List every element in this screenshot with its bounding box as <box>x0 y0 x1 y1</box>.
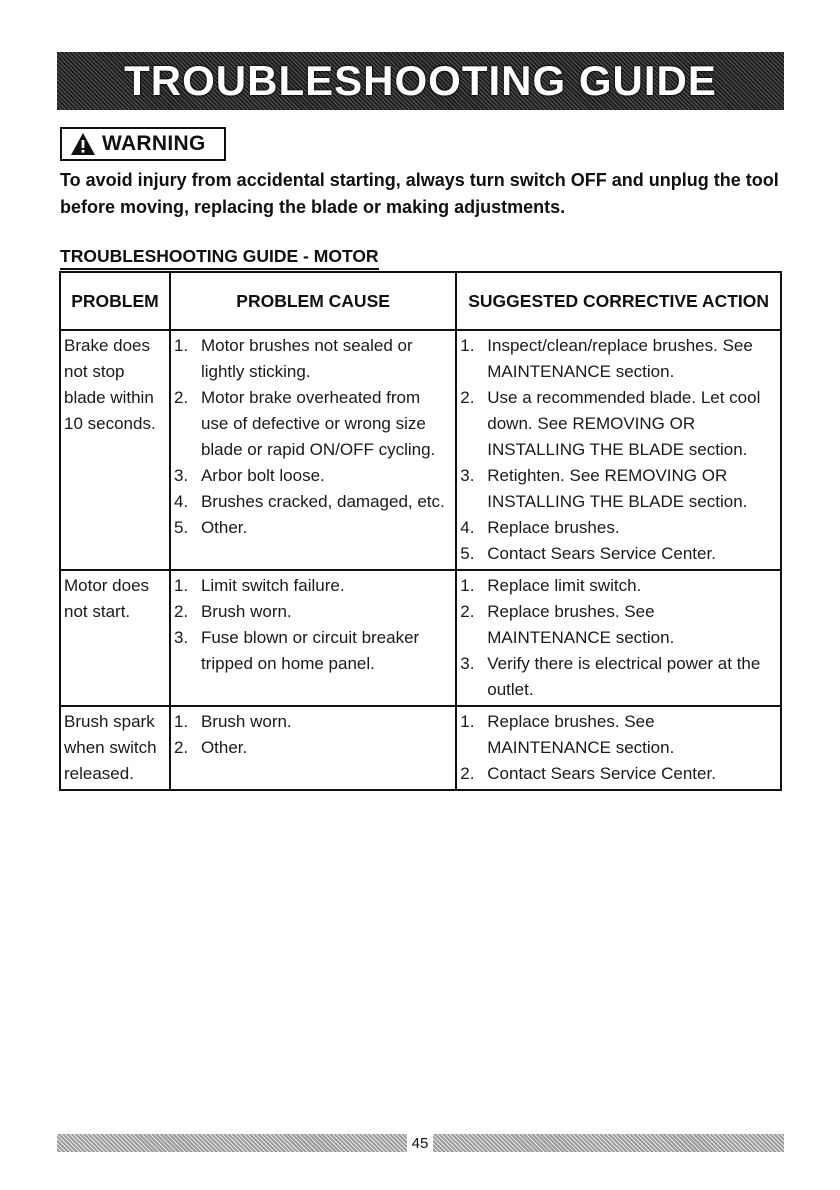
cause-item-text: Brush worn. <box>200 712 292 731</box>
problem-cell <box>60 330 170 570</box>
cause-item-number: 1. <box>173 336 189 355</box>
cause-list-item <box>174 625 451 677</box>
action-list-item <box>460 463 776 515</box>
table-row <box>60 570 781 706</box>
cause-item-text: Other. <box>200 518 248 537</box>
action-item-number: 3. <box>460 466 475 485</box>
cause-list-item <box>174 709 451 735</box>
cause-item-text: Brushes cracked, damaged, etc. <box>200 492 445 511</box>
cause-item-number: 4. <box>173 492 189 511</box>
problem-text: Brush spark when switch released. <box>64 712 157 783</box>
cause-item-text: Motor brushes not sealed or lightly sticking. <box>200 336 413 381</box>
action-item-text: Use a recommended blade. Let cool down. See REMOVING OR INSTALLING THE BLADE section. <box>487 388 761 459</box>
warning-label-box <box>60 127 226 161</box>
action-list-item <box>460 761 776 787</box>
cause-list <box>174 333 451 541</box>
cause-item-number: 1. <box>173 576 189 595</box>
warning-text: To avoid injury from accidental starting, always turn switch OFF and unplug the tool before moving, replacing the blade or making adjustments. <box>60 170 779 217</box>
cause-item-text: Brush worn. <box>200 602 292 621</box>
footer-bar-right <box>433 1134 784 1152</box>
action-list <box>460 573 776 703</box>
cause-cell <box>170 570 456 706</box>
cause-item-number: 1. <box>173 712 189 731</box>
action-item-number: 1. <box>460 336 475 355</box>
cause-list <box>174 573 451 677</box>
page-title: TROUBLESHOOTING GUIDE <box>124 57 717 104</box>
action-item-number: 2. <box>460 602 475 621</box>
troubleshooting-table <box>59 271 782 791</box>
action-item-text: Verify there is electrical power at the outlet. <box>487 654 761 699</box>
table-row <box>60 706 781 790</box>
action-list-item <box>460 573 776 599</box>
page-number: 45 <box>411 1135 429 1152</box>
cause-list-item <box>174 463 451 489</box>
cause-cell <box>170 706 456 790</box>
action-item-text: Replace brushes. See MAINTENANCE section. <box>487 602 675 647</box>
action-list <box>460 709 776 787</box>
table-header-row <box>60 272 781 330</box>
action-item-text: Replace brushes. See MAINTENANCE section. <box>487 712 675 757</box>
action-list-item <box>460 541 776 567</box>
cause-list-item <box>174 489 451 515</box>
action-item-text: Replace limit switch. <box>487 576 642 595</box>
action-item-number: 1. <box>460 712 475 731</box>
column-header-problem: PROBLEM <box>60 272 170 330</box>
table-row <box>60 330 781 570</box>
cause-list-item <box>174 515 451 541</box>
cause-list-item <box>174 333 451 385</box>
action-list-item <box>460 385 776 463</box>
section-title: TROUBLESHOOTING GUIDE - MOTOR <box>60 246 379 270</box>
warning-label: WARNING <box>102 132 206 155</box>
cause-list-item <box>174 735 451 761</box>
action-list-item <box>460 333 776 385</box>
problem-cell <box>60 570 170 706</box>
action-item-number: 4. <box>460 518 475 537</box>
warning-triangle-icon <box>70 132 96 156</box>
action-cell <box>456 706 781 790</box>
title-banner <box>57 52 784 110</box>
cause-item-number: 3. <box>173 628 189 647</box>
action-item-number: 3. <box>460 654 475 673</box>
cause-list-item <box>174 385 451 463</box>
cause-list-item <box>174 573 451 599</box>
action-list-item <box>460 599 776 651</box>
cause-item-number: 5. <box>173 518 189 537</box>
action-item-text: Contact Sears Service Center. <box>487 544 716 563</box>
cause-item-text: Fuse blown or circuit breaker tripped on home panel. <box>200 628 420 673</box>
action-item-text: Contact Sears Service Center. <box>487 764 716 783</box>
action-list-item <box>460 709 776 761</box>
cause-item-number: 2. <box>173 738 189 757</box>
cause-item-text: Other. <box>200 738 248 757</box>
action-cell <box>456 330 781 570</box>
cause-item-text: Limit switch failure. <box>200 576 345 595</box>
action-item-number: 2. <box>460 764 475 783</box>
problem-text: Brake does not stop blade within 10 seconds. <box>64 336 156 433</box>
action-item-number: 1. <box>460 576 475 595</box>
cause-item-number: 3. <box>173 466 189 485</box>
column-header-problem-cause: PROBLEM CAUSE <box>170 272 456 330</box>
problem-text: Motor does not start. <box>64 576 150 621</box>
action-item-text: Retighten. See REMOVING OR INSTALLING THE BLADE section. <box>487 466 748 511</box>
action-item-text: Inspect/clean/replace brushes. See MAINTENANCE section. <box>487 336 753 381</box>
action-list-item <box>460 651 776 703</box>
cause-item-number: 2. <box>173 388 189 407</box>
action-item-number: 5. <box>460 544 475 563</box>
column-header-corrective-action: SUGGESTED CORRECTIVE ACTION <box>456 272 781 330</box>
action-item-text: Replace brushes. <box>487 518 620 537</box>
cause-list-item <box>174 599 451 625</box>
cause-cell <box>170 330 456 570</box>
cause-item-text: Motor brake overheated from use of defective or wrong size blade or rapid ON/OFF cycling. <box>200 388 436 459</box>
action-list-item <box>460 515 776 541</box>
cause-list <box>174 709 451 761</box>
footer-bar-left <box>57 1134 407 1152</box>
cause-item-number: 2. <box>173 602 189 621</box>
cause-item-text: Arbor bolt loose. <box>200 466 325 485</box>
action-cell <box>456 570 781 706</box>
problem-cell <box>60 706 170 790</box>
action-item-number: 2. <box>460 388 475 407</box>
action-list <box>460 333 776 567</box>
